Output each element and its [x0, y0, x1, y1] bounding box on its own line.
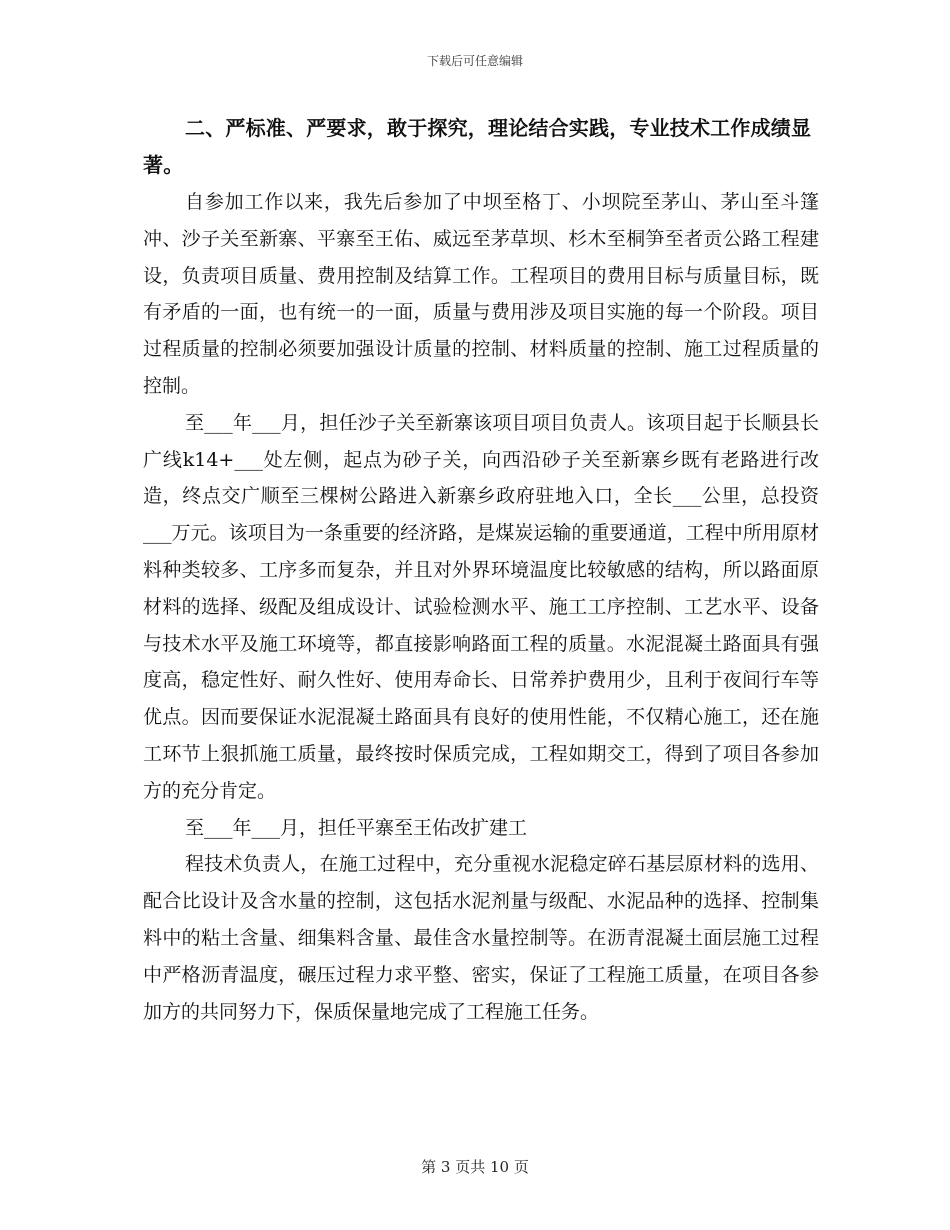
- page-footer: 第 3 页共 10 页: [421, 1158, 529, 1176]
- header-note: 下载后可任意编辑: [426, 54, 523, 68]
- paragraph-4: 程技术负责人，在施工过程中，充分重视水泥稳定碎石基层原材料的选用、配合比设计及含水量的控制，这包括水泥剂量与级配、水泥品种的选择、控制集料中的粘土含量、细集料含量、最佳含水量控制等。在沥青混凝土面层施工过程中严格沥青温度，碾压过程力求平整、密实，保证了工程施工质量，在项目各参加方的共同努力下，保质保量地完成了工程施工任务。: [143, 853, 819, 1023]
- paragraph-3: 至___年___月，担任平寨至王佑改扩建工: [185, 816, 528, 839]
- paragraph-2: 至___年___月，担任沙子关至新寨该项目项目负责人。该项目起于长顺县长广线k14+___处左侧，起点为砂子关，向西沿砂子关至新寨乡既有老路进行改造，终点交广顺至三棵树公路进入新寨乡政府驻地入口，全长___公里，总投资___万元。该项目为一条重要的经济路，是煤炭运输的重要通道，工程中所用原材料种类较多、工序多而复杂，并且对外界环境温度比较敏感的结构，所以路面原材料的选择、级配及组成设计、试验检测水平、施工工序控制、工艺水平、设备与技术水平及施工环境等，都直接影响路面工程的质量。水泥混凝土路面具有强度高，稳定性好、耐久性好、使用寿命长、日常养护费用少，且利于夜间行车等优点。因而要保证水泥混凝土路面具有良好的使用性能，不仅精心施工，还在施工环节上狠抓施工质量，最终按时保质完成，工程如期交工，得到了项目各参加方的充分肯定。: [143, 411, 819, 802]
- paragraph-1: 自参加工作以来，我先后参加了中坝至格丁、小坝院至茅山、茅山至斗篷冲、沙子关至新寨、平寨至王佑、威远至茅草坝、杉木至桐笋至者贡公路工程建设，负责项目质量、费用控制及结算工作。工程项目的费用目标与质量目标，既有矛盾的一面，也有统一的一面，质量与费用涉及项目实施的每一个阶段。项目过程质量的控制必须要加强设计质量的控制、材料质量的控制、施工过程质量的控制。: [143, 191, 819, 397]
- document-body: [143, 110, 819, 1030]
- section-heading: 二、严标准、严要求，敢于探究，理论结合实践，专业技术工作成绩显著。: [143, 116, 812, 177]
